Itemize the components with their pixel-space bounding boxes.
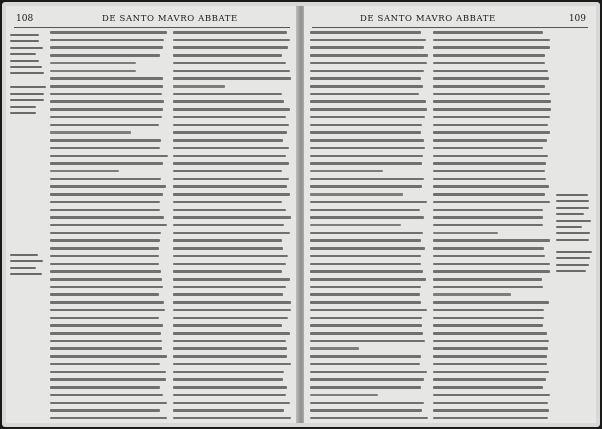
text-line [50, 147, 160, 150]
text-line [50, 332, 161, 335]
text-line [433, 162, 546, 165]
text-line [433, 263, 550, 266]
text-line [433, 255, 545, 258]
margin-note-line [10, 273, 42, 275]
text-line [310, 224, 401, 227]
margin-note-line [10, 47, 43, 49]
text-line [310, 70, 424, 73]
left-running-head: DE SANTO MAVRO ABBATE [102, 14, 238, 24]
text-line [433, 93, 550, 96]
text-line [310, 286, 421, 289]
text-line [50, 293, 159, 296]
text-line [173, 46, 288, 49]
text-line [433, 286, 543, 289]
text-line [310, 39, 426, 42]
text-line [433, 293, 511, 296]
text-line [50, 131, 131, 134]
text-line [310, 201, 427, 204]
text-line [433, 239, 550, 242]
text-line [50, 31, 167, 34]
text-line [433, 332, 547, 335]
text-line [173, 62, 286, 65]
text-line [433, 209, 543, 212]
text-line [310, 417, 428, 420]
text-line [173, 139, 283, 142]
text-line [310, 170, 383, 173]
text-line [50, 77, 163, 80]
text-line [310, 355, 421, 358]
text-line [310, 124, 422, 127]
text-line [173, 317, 288, 320]
text-line [310, 394, 378, 397]
text-line [433, 70, 548, 73]
text-line [173, 178, 289, 181]
text-line [310, 178, 424, 181]
text-line [173, 263, 286, 266]
margin-note-line [556, 264, 589, 266]
text-line [173, 100, 284, 103]
text-line [310, 409, 422, 412]
margin-note-line [10, 267, 36, 269]
text-line [433, 108, 551, 111]
text-line [310, 378, 424, 381]
text-line [173, 170, 282, 173]
text-line [433, 85, 545, 88]
text-line [433, 309, 544, 312]
text-line [433, 317, 544, 320]
text-line [310, 139, 424, 142]
text-line [50, 116, 162, 119]
text-line [433, 131, 550, 134]
text-line [173, 116, 286, 119]
text-line [173, 286, 286, 289]
margin-note-line [556, 226, 582, 228]
text-line [310, 347, 359, 350]
text-line [173, 270, 282, 273]
text-line [433, 124, 548, 127]
margin-note [10, 86, 46, 114]
text-line [310, 371, 427, 374]
text-line [310, 309, 427, 312]
text-line [50, 193, 163, 196]
text-line [433, 54, 545, 57]
text-line [173, 301, 291, 304]
text-line [173, 85, 225, 88]
text-line [310, 54, 428, 57]
text-line [310, 232, 423, 235]
text-line [433, 62, 545, 65]
text-line [433, 201, 550, 204]
text-line [173, 340, 286, 343]
text-line [50, 216, 164, 219]
text-line [433, 363, 547, 366]
text-line [50, 155, 168, 158]
text-line [433, 139, 547, 142]
text-line [50, 185, 166, 188]
text-line [50, 309, 165, 312]
left-page [6, 6, 298, 423]
text-line [433, 155, 548, 158]
right-page-number: 109 [568, 14, 586, 24]
text-line [173, 347, 287, 350]
margin-note-line [10, 40, 39, 42]
margin-note-line [556, 270, 586, 272]
text-line [433, 278, 542, 281]
text-line [433, 46, 550, 49]
margin-note-line [556, 239, 589, 241]
text-line [50, 62, 136, 65]
margin-note [556, 251, 592, 272]
text-line [50, 162, 163, 165]
text-line [310, 270, 423, 273]
text-line [50, 178, 161, 181]
book-spread [2, 2, 600, 427]
text-line [433, 378, 546, 381]
text-line [310, 131, 421, 134]
text-line [310, 209, 420, 212]
margin-note-line [10, 66, 42, 68]
margin-note-line [10, 260, 43, 262]
text-line [433, 224, 543, 227]
margin-note [556, 194, 592, 241]
text-line [50, 232, 161, 235]
text-line [50, 100, 164, 103]
text-line [50, 46, 163, 49]
text-line [433, 301, 549, 304]
text-line [310, 263, 421, 266]
text-line [433, 147, 543, 150]
right-head-rule [312, 27, 588, 28]
text-line [50, 301, 164, 304]
text-line [310, 301, 421, 304]
text-line [50, 270, 161, 273]
margin-note-line [10, 72, 44, 74]
text-line [50, 386, 160, 389]
text-line [173, 255, 288, 258]
text-line [173, 247, 283, 250]
text-line [50, 347, 162, 350]
text-line [310, 402, 424, 405]
text-line [433, 77, 549, 80]
text-line [310, 77, 421, 80]
text-line [310, 93, 419, 96]
text-line [433, 347, 548, 350]
text-line [310, 62, 427, 65]
text-line [433, 170, 545, 173]
text-line [433, 39, 550, 42]
text-line [433, 193, 545, 196]
text-line [433, 247, 544, 250]
text-line [50, 201, 160, 204]
right-page [304, 6, 596, 423]
right-running-head: DE SANTO MAVRO ABBATE [360, 14, 496, 24]
text-line [433, 394, 550, 397]
text-line [173, 124, 289, 127]
text-line [50, 255, 159, 258]
text-line [173, 402, 290, 405]
text-line [433, 100, 551, 103]
text-line [433, 270, 550, 273]
text-line [50, 317, 159, 320]
text-line [50, 124, 159, 127]
text-line [310, 255, 421, 258]
text-line [173, 386, 287, 389]
margin-note-line [10, 53, 36, 55]
margin-note [10, 254, 46, 275]
text-line [310, 278, 426, 281]
text-line [50, 247, 159, 250]
text-line [50, 286, 163, 289]
margin-note-line [556, 194, 588, 196]
text-line [50, 108, 163, 111]
text-line [433, 216, 543, 219]
right-column-2 [433, 31, 551, 423]
text-line [173, 216, 291, 219]
text-line [50, 340, 162, 343]
margin-note-line [10, 93, 44, 95]
text-line [310, 116, 425, 119]
text-line [50, 371, 166, 374]
text-line [310, 324, 422, 327]
text-line [173, 239, 282, 242]
text-line [173, 409, 284, 412]
text-line [50, 378, 166, 381]
text-line [173, 209, 286, 212]
text-line [50, 363, 160, 366]
text-line [173, 232, 290, 235]
text-line [310, 193, 403, 196]
text-line [173, 185, 287, 188]
text-line [173, 417, 291, 420]
text-line [50, 54, 160, 57]
left-page-number: 108 [16, 14, 34, 24]
left-head-rule [14, 27, 290, 28]
text-line [310, 31, 421, 34]
text-line [50, 139, 161, 142]
text-line [173, 77, 291, 80]
text-line [433, 232, 498, 235]
margin-note-line [556, 257, 590, 259]
text-line [173, 332, 290, 335]
margin-note-line [10, 60, 39, 62]
text-line [310, 293, 420, 296]
text-line [310, 108, 427, 111]
text-line [433, 185, 549, 188]
text-line [50, 209, 160, 212]
text-line [310, 239, 421, 242]
margin-note-line [10, 254, 38, 256]
text-line [173, 54, 282, 57]
text-line [50, 39, 164, 42]
text-line [310, 100, 426, 103]
text-line [50, 85, 163, 88]
margin-note-line [10, 99, 44, 101]
text-line [310, 247, 425, 250]
text-line [173, 355, 287, 358]
text-line [50, 278, 162, 281]
text-line [50, 417, 167, 420]
right-column-1 [310, 31, 428, 423]
text-line [173, 363, 291, 366]
text-line [173, 224, 284, 227]
text-line [310, 185, 422, 188]
left-column-1 [50, 31, 168, 423]
text-line [310, 363, 420, 366]
text-line [50, 402, 167, 405]
text-line [310, 317, 422, 320]
text-line [433, 178, 546, 181]
text-line [173, 309, 291, 312]
text-line [50, 239, 160, 242]
text-line [173, 394, 286, 397]
text-line [433, 386, 543, 389]
text-line [173, 108, 290, 111]
right-marginalia [556, 34, 592, 276]
margin-note [10, 34, 46, 74]
margin-note-line [556, 213, 584, 215]
text-line [433, 409, 549, 412]
margin-note-line [10, 112, 36, 114]
text-line [173, 201, 282, 204]
left-column-2 [173, 31, 291, 423]
text-line [433, 355, 547, 358]
text-line [433, 340, 549, 343]
text-line [433, 402, 548, 405]
margin-note-line [10, 86, 46, 88]
text-line [310, 340, 425, 343]
text-line [433, 417, 548, 420]
left-marginalia [10, 34, 46, 279]
text-line [50, 324, 163, 327]
text-line [173, 147, 289, 150]
text-line [50, 93, 162, 96]
text-line [433, 324, 543, 327]
text-line [310, 162, 422, 165]
margin-note-line [10, 34, 39, 36]
text-line [173, 293, 283, 296]
text-line [433, 371, 549, 374]
margin-note-line [556, 251, 592, 253]
text-line [433, 31, 543, 34]
text-line [173, 31, 287, 34]
margin-note-line [10, 106, 36, 108]
text-line [310, 386, 421, 389]
text-line [310, 85, 423, 88]
margin-note-line [556, 200, 589, 202]
text-line [50, 409, 160, 412]
text-line [173, 193, 290, 196]
text-line [310, 155, 423, 158]
text-line [173, 39, 290, 42]
margin-note-line [556, 220, 591, 222]
text-line [173, 162, 289, 165]
margin-note-line [556, 207, 589, 209]
text-line [173, 324, 282, 327]
text-line [310, 216, 424, 219]
text-line [433, 116, 550, 119]
text-line [310, 332, 423, 335]
text-line [173, 70, 290, 73]
text-line [50, 224, 167, 227]
text-line [173, 155, 286, 158]
text-line [310, 46, 424, 49]
margin-note-line [556, 232, 590, 234]
text-line [50, 355, 167, 358]
text-line [173, 131, 287, 134]
text-line [173, 371, 284, 374]
text-line [173, 378, 283, 381]
text-line [173, 93, 282, 96]
text-line [50, 170, 119, 173]
text-line [50, 394, 163, 397]
text-line [173, 278, 290, 281]
text-line [50, 70, 136, 73]
text-line [50, 263, 159, 266]
text-line [310, 147, 425, 150]
